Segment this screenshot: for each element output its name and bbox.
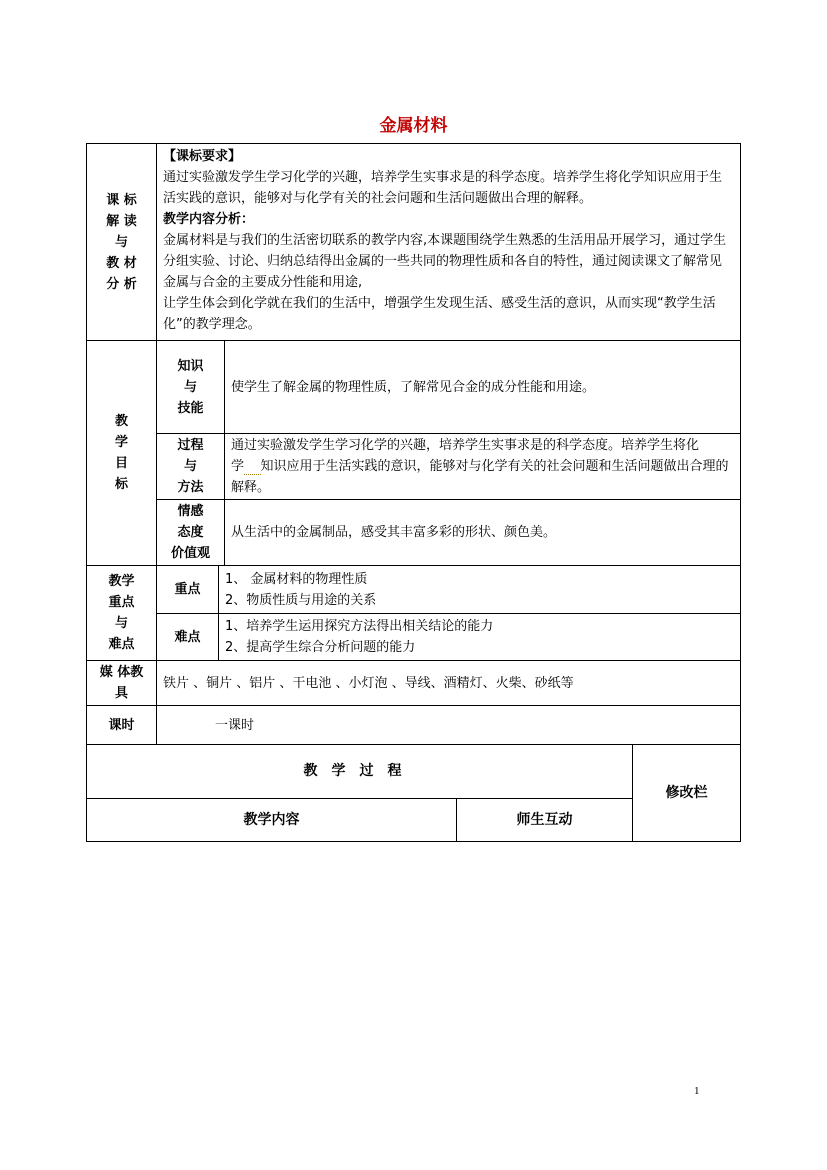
key-point-item: 2、物质性质与用途的关系 — [225, 592, 377, 608]
objectives-row — [87, 341, 740, 566]
key-point-item: 1、 金属材料的物理性质 — [225, 571, 368, 587]
label-line: 媒 体教 — [99, 665, 144, 680]
revision-column-header: 修改栏 — [665, 784, 708, 801]
objective-knowledge — [157, 341, 740, 434]
label-line: 态度 — [177, 525, 204, 540]
curriculum-heading: 【课标要求】 — [163, 149, 242, 164]
content-analysis-text: 金属材料是与我们的生活密切联系的教学内容,本课题围绕学生熟悉的生活用品开展学习，通过学生分组实验、讨论、归纳总结得出金属的一些共同的物理性质和各自的特性，通过阅读课文了解常见金属与合金的主要成分性能和用途, — [163, 233, 727, 290]
label-line: 课 标 — [106, 192, 137, 208]
label-line: 情感 — [177, 504, 204, 519]
process-columns-row — [87, 799, 632, 841]
objective-text: 从生活中的金属制品，感受其丰富多彩的形状、颜色美。 — [231, 525, 557, 540]
label-line: 重点 — [108, 595, 135, 610]
media-label — [87, 661, 157, 705]
difficulty-items — [219, 614, 740, 660]
objectives-label — [87, 341, 157, 565]
label-line: 与 — [114, 616, 128, 631]
objective-label — [157, 434, 225, 499]
objectives-subtable — [157, 341, 740, 565]
class-hours-label: 课时 — [87, 706, 157, 744]
objective-text: 使学生了解金属的物理性质，了解常见合金的成分性能和用途。 — [231, 379, 596, 395]
objective-text-part: 知识应用于生活实践的意识，能够对与化学有关的社会问题和生活问题做出合理的解释。 — [231, 459, 729, 495]
difficulty-item: 2、提高学生综合分析问题的能力 — [225, 640, 416, 655]
label-line: 技能 — [177, 400, 204, 416]
process-row — [87, 745, 740, 841]
objective-label — [157, 500, 225, 565]
objective-attitude — [157, 500, 740, 565]
label-line: 与 — [183, 379, 197, 395]
label-line: 与 — [114, 234, 128, 250]
curriculum-text: 通过实验激发学生学习化学的兴趣，培养学生实事求是的科学态度。培养学生将化学知识应用于生活实践的意识，能够对与化学有关的社会问题和生活问题做出合理的解释。 — [163, 170, 723, 206]
key-points-subtable — [157, 566, 740, 660]
label-line: 价值观 — [170, 546, 210, 561]
revision-mark — [244, 459, 261, 475]
media-row — [87, 661, 740, 706]
objective-process — [157, 434, 740, 500]
content-analysis-heading: 教学内容分析： — [163, 212, 255, 227]
document-title: 金属材料 — [379, 116, 448, 136]
page-number: 1 — [694, 1085, 700, 1097]
media-text: 铁片 、铜片 、铝片 、干电池 、小灯泡 、导线、酒精灯、火柴、砂纸等 — [163, 675, 574, 691]
label-line: 与 — [183, 459, 197, 474]
curriculum-row — [87, 144, 740, 341]
label-line: 分 析 — [106, 276, 137, 292]
key-point-items — [219, 566, 740, 613]
content-analysis-text-2: 让学生体会到化学就在我们的生活中，增强学生发现生活、感受生活的意识，从而实现“教学生活化”的教学理念。 — [163, 296, 716, 332]
curriculum-content — [157, 144, 740, 340]
difficulty-item: 1、培养学生运用探究方法得出相关结论的能力 — [225, 619, 494, 634]
lesson-plan-table — [86, 143, 741, 842]
difficulty-label: 难点 — [157, 614, 219, 660]
objective-label — [157, 341, 225, 433]
key-point-row — [157, 566, 740, 614]
label-line: 教学 — [108, 574, 135, 589]
curriculum-label — [87, 144, 157, 340]
label-line: 标 — [114, 477, 128, 492]
label-line: 过程 — [177, 438, 204, 453]
class-hours-text: 一课时 — [215, 717, 255, 733]
process-heading: 教学过程 — [303, 763, 416, 779]
label-line: 目 — [114, 456, 128, 471]
content-column-header: 教学内容 — [87, 799, 457, 841]
key-points-row — [87, 566, 740, 661]
process-heading-row — [87, 745, 632, 799]
label-line: 知识 — [177, 358, 204, 374]
interaction-column-header: 师生互动 — [516, 811, 573, 828]
label-line: 教 — [114, 414, 128, 429]
class-hours-row — [87, 706, 740, 745]
key-points-label — [87, 566, 157, 660]
label-line: 教 材 — [106, 255, 137, 271]
objective-text — [225, 434, 740, 499]
label-line: 方法 — [177, 480, 204, 495]
label-line: 难点 — [108, 637, 135, 652]
objective-text-part: 通过实验激发学生学习化学的兴趣，培养学生实事求是的科学态度。培养学生将化学 — [231, 438, 700, 474]
key-point-label: 重点 — [157, 566, 219, 613]
label-line: 具 — [114, 686, 128, 701]
label-line: 解 读 — [106, 213, 137, 229]
process-subtable — [87, 745, 633, 841]
label-line: 学 — [114, 435, 128, 450]
difficulty-row — [157, 614, 740, 660]
